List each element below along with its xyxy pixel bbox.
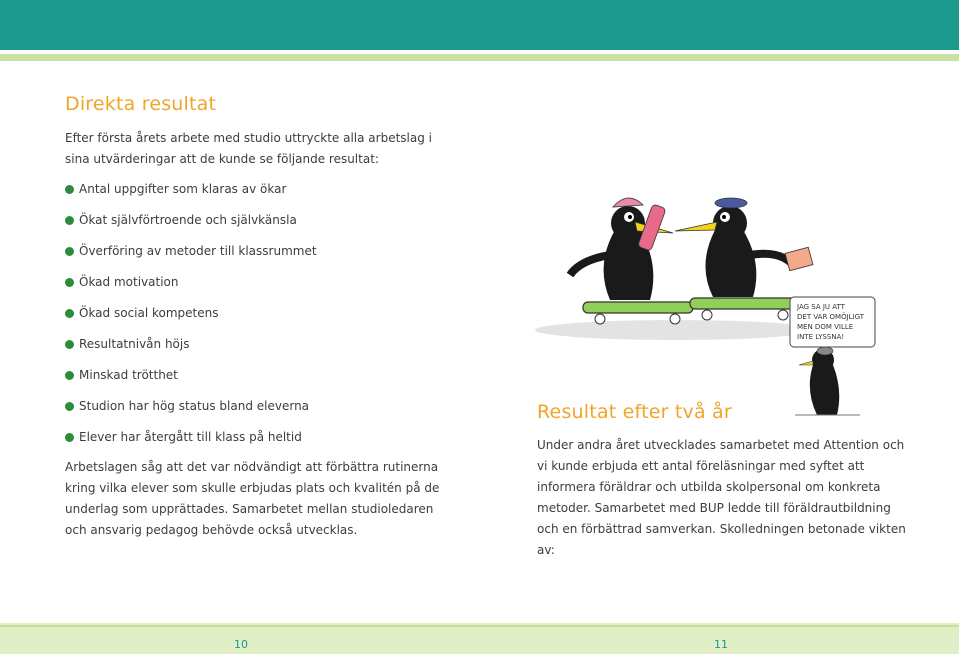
left-heading: Direkta resultat [65, 93, 217, 115]
footer-band [0, 623, 959, 654]
footer-line [0, 625, 959, 627]
right-paragraph: Under andra året utvecklades samarbetet med Attention och vi kunde erbjuda ett antal föreläsningar med syftet att informera föräldrar och utbilda skolpersonal om konkreta metoder. Samarbetet med BUP ledde till föräldrautbildning och en förbättrad samverkan. Skolledningen betonade vikten av: [537, 438, 906, 557]
page-number-right: 11 [714, 638, 728, 651]
bullet-dot-icon [65, 247, 74, 256]
list-item [65, 365, 317, 396]
bullet-dot-icon [65, 309, 74, 318]
list-item [65, 179, 317, 210]
list-item [65, 272, 317, 303]
crows-skateboard-illustration [525, 165, 885, 430]
list-item [65, 427, 317, 458]
list-item-text: Minskad trötthet [79, 368, 178, 382]
bullet-dot-icon [65, 433, 74, 442]
list-item-text: Överföring av metoder till klassrummet [79, 244, 317, 258]
list-item-text: Resultatnivån höjs [79, 337, 190, 351]
speech-line: MEN DOM VILLE [797, 323, 854, 331]
list-item [65, 396, 317, 427]
speech-line: JAG SA JU ATT [797, 303, 845, 311]
speech-line: INTE LYSSNA! [797, 333, 845, 341]
top-accent-stripe [0, 54, 959, 61]
speech-line: DET VAR OMÖJLIGT [797, 313, 865, 321]
list-item-text: Elever har återgått till klass på heltid [79, 430, 302, 444]
list-item [65, 210, 317, 241]
list-item-text: Studion har hög status bland eleverna [79, 399, 310, 413]
bullet-dot-icon [65, 185, 74, 194]
intro-paragraph: Efter första årets arbete med studio uttryckte alla arbetslag i sina utvärderingar att de kunde se följande resultat: [65, 131, 432, 166]
list-item-text: Antal uppgifter som klaras av ökar [79, 182, 287, 196]
list-item [65, 334, 317, 365]
bullet-dot-icon [65, 278, 74, 287]
bullet-dot-icon [65, 216, 74, 225]
page-number-left: 10 [234, 638, 248, 651]
closing-paragraph: Arbetslagen såg att det var nödvändigt att förbättra rutinerna kring vilka elever som skulle erbjudas plats och kvalitén på de underlag som upprättades. Samarbetet mellan studioledaren och ansvarig pedagog behövde också utvecklas. [65, 460, 440, 537]
bullet-dot-icon [65, 340, 74, 349]
list-item [65, 241, 317, 272]
bullet-dot-icon [65, 371, 74, 380]
bullet-dot-icon [65, 402, 74, 411]
top-header-band [0, 0, 959, 50]
list-item [65, 303, 317, 334]
list-item-text: Ökad social kompetens [79, 306, 219, 320]
list-item-text: Ökat självförtroende och självkänsla [79, 213, 297, 227]
list-item-text: Ökad motivation [79, 275, 179, 289]
result-list [65, 179, 317, 458]
right-heading: Resultat efter två år [537, 401, 732, 423]
